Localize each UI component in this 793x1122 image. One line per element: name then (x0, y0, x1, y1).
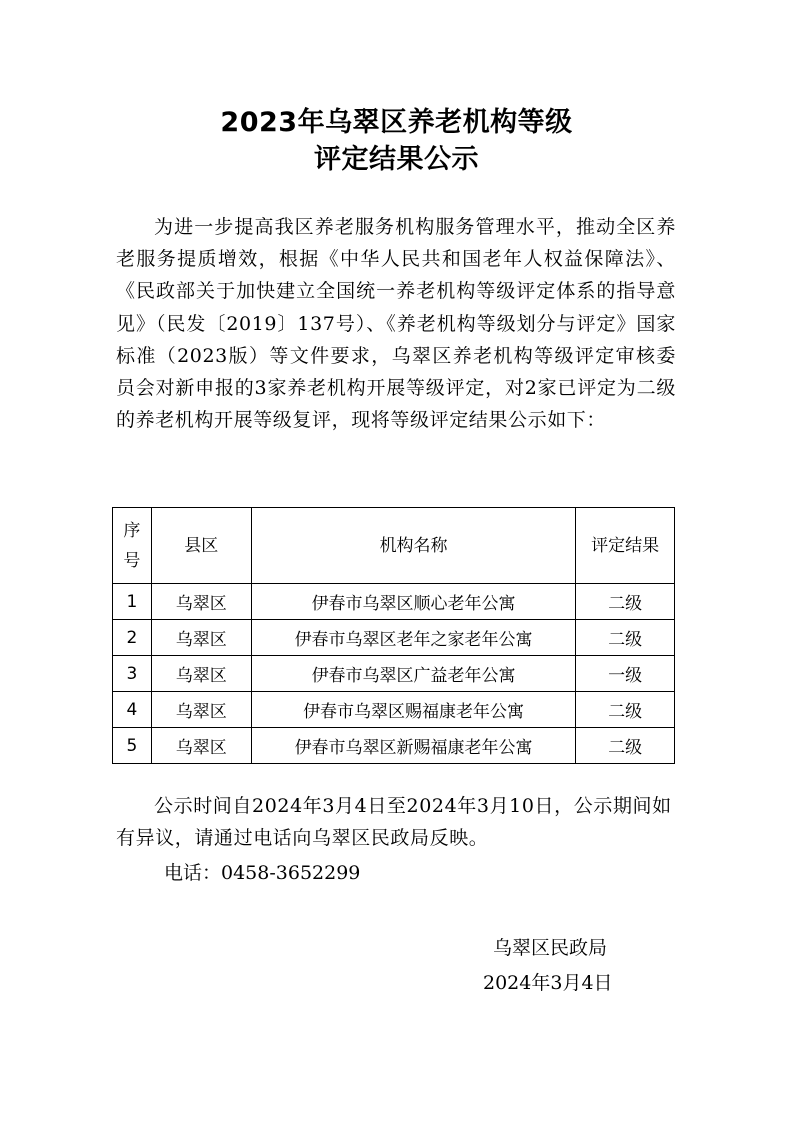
row-result: 二级 (576, 620, 675, 656)
row-institution-name: 伊春市乌翠区顺心老年公寓 (251, 584, 575, 620)
table-row (113, 692, 675, 728)
document-title-line1: 2023年乌翠区养老机构等级 (220, 107, 573, 138)
row-number: 2 (113, 620, 152, 656)
document-title-line2: 评定结果公示 (314, 144, 479, 175)
table-row (113, 620, 675, 656)
row-county: 乌翠区 (151, 620, 251, 656)
row-county: 乌翠区 (151, 728, 251, 764)
row-number: 5 (113, 728, 152, 764)
header-county: 县区 (151, 508, 251, 584)
table-row (113, 656, 675, 692)
row-institution-name: 伊春市乌翠区广益老年公寓 (251, 656, 575, 692)
header-institution-name: 机构名称 (251, 508, 575, 584)
row-result: 二级 (576, 728, 675, 764)
row-result: 二级 (576, 692, 675, 728)
notice-paragraph: 公示时间自2024年3月4日至2024年3月10日，公示期间如有异议，请通过电话向乌翠区民政局反映。 (116, 795, 672, 850)
row-number: 3 (113, 656, 152, 692)
row-number: 4 (113, 692, 152, 728)
row-county: 乌翠区 (151, 656, 251, 692)
contact-phone: 电话：0458-3652299 (164, 862, 361, 884)
table-row (113, 728, 675, 764)
row-institution-name: 伊春市乌翠区老年之家老年公寓 (251, 620, 575, 656)
intro-paragraph: 为进一步提高我区养老服务机构服务管理水平，推动全区养老服务提质增效，根据《中华人民共和国老年人权益保障法》、《民政部关于加快建立全国统一养老机构等级评定体系的指导意见》（民发〔2019〕137号）、《养老机构等级划分与评定》国家标准（2023版）等文件要求，乌翠区养老机构等级评定审核委员会对新申报的3家养老机构开展等级评定，对2家已评定为二级的养老机构开展等级复评，现将等级评定结果公示如下： (116, 216, 676, 432)
header-result: 评定结果 (576, 508, 675, 584)
row-county: 乌翠区 (151, 692, 251, 728)
issue-date: 2024年3月4日 (483, 972, 613, 994)
row-county: 乌翠区 (151, 584, 251, 620)
row-institution-name: 伊春市乌翠区新赐福康老年公寓 (251, 728, 575, 764)
table-row (113, 584, 675, 620)
results-table (112, 507, 675, 764)
header-serial-number: 序号 (113, 508, 152, 584)
table-header-row (113, 508, 675, 584)
row-number: 1 (113, 584, 152, 620)
row-result: 一级 (576, 656, 675, 692)
row-institution-name: 伊春市乌翠区赐福康老年公寓 (251, 692, 575, 728)
issuer-signature: 乌翠区民政局 (493, 937, 608, 959)
row-result: 二级 (576, 584, 675, 620)
